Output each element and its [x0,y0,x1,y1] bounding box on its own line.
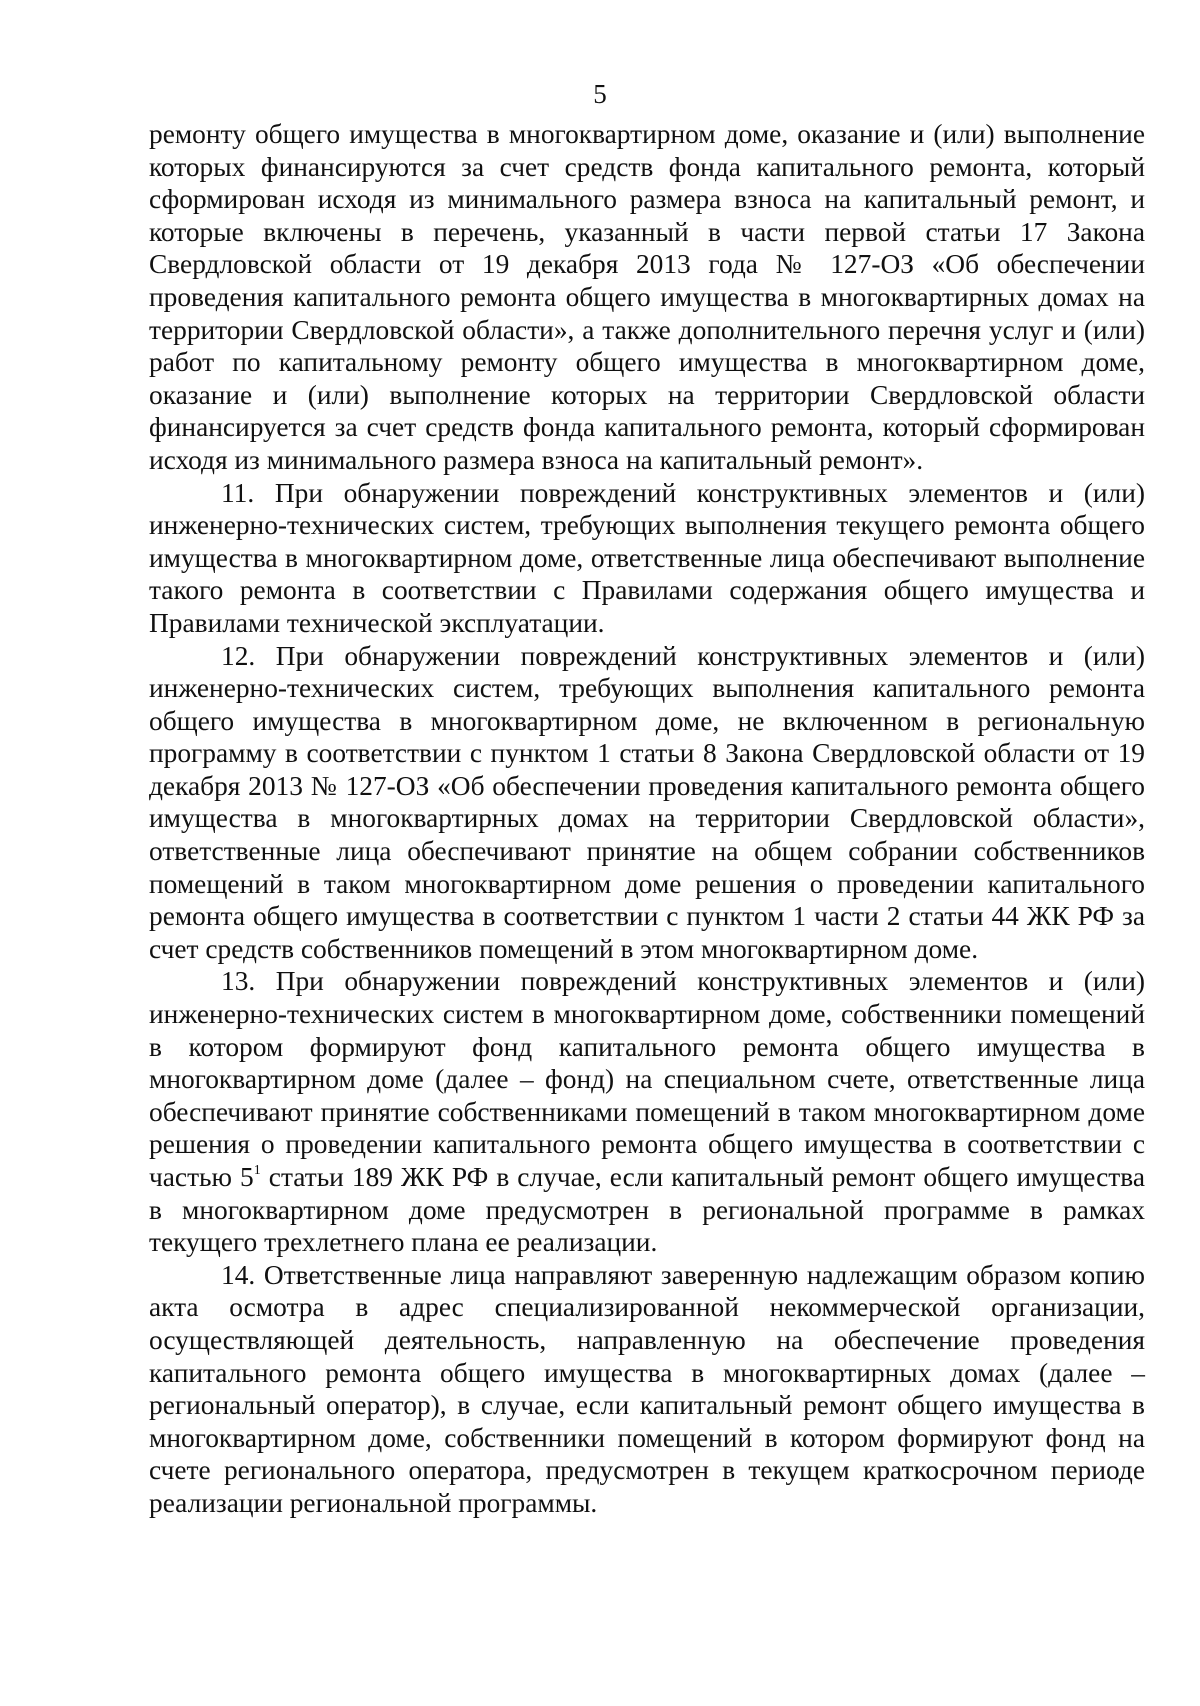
paragraph-item-11: 11. При обнаружении повреждений конструктивных элементов и (или) инженерно-технических систем, требующих выполнения текущего ремонта общего имущества в многоквартирном доме, ответственные лица обеспечивают выполнение такого ремонта в соответствии с Правилами содержания общего имущества и Правилами технической эксплуатации. [149,477,1145,638]
document-body [149,118,1145,1520]
paragraph-item-12: 12. При обнаружении повреждений конструктивных элементов и (или) инженерно-технических систем, требующих выполнения капитального ремонта общего имущества в многоквартирном доме, не включенном в региональную программу в соответствии с пунктом 1 статьи 8 Закона Свердловской области от 19 декабря 2013 № 127-ОЗ «Об обеспечении проведения капитального ремонта общего имущества в многоквартирных домах на территории Свердловской области», ответственные лица обеспечивают принятие на общем собрании собственников помещений в таком многоквартирном доме решения о проведении капитального ремонта общего имущества в соответствии с пунктом 1 части 2 статьи 44 ЖК РФ за счет средств собственников помещений в этом многоквартирном доме. [149,640,1145,964]
paragraph-item-13-text-before: 13. При обнаружении повреждений конструктивных элементов и (или) инженерно-технических систем в многоквартирном доме, собственники помещений в котором формируют фонд капитального ремонта общего имущества в многоквартирном доме (далее – фонд) на специальном счете, ответственные лица обеспечивают принятие собственниками помещений в таком многоквартирном доме решения о проведении капитального ремонта общего имущества в соответствии с частью 5 [149,966,1145,1192]
paragraph-item-14: 14. Ответственные лица направляют заверенную надлежащим образом копию акта осмотра в адрес специализированной некоммерческой организации, осуществляющей деятельность, направленную на обеспечение проведения капитального ремонта общего имущества в многоквартирных домах (далее – региональный оператор), в случае, если капитальный ремонт общего имущества в многоквартирном доме, собственники помещений в котором формируют фонд на счете регионального оператора, предусмотрен в текущем краткосрочном периоде реализации региональной программы. [149,1259,1145,1518]
paragraph-item-13 [149,965,1145,1258]
paragraph-continuation: ремонту общего имущества в многоквартирном доме, оказание и (или) выполнение которых финансируются за счет средств фонда капитального ремонта, который сформирован исходя из минимального размера взноса на капитальный ремонт, и которые включены в перечень, указанный в части первой статьи 17 Закона Свердловской области от 19 декабря 2013 года № 127-ОЗ «Об обеспечении проведения капитального ремонта общего имущества в многоквартирных домах на территории Свердловской области», а также дополнительного перечня услуг и (или) работ по капитальному ремонту общего имущества в многоквартирном доме, оказание и (или) выполнение которых на территории Свердловской области финансируется за счет средств фонда капитального ремонта, который сформирован исходя из минимального размера взноса на капитальный ремонт». [149,119,1145,475]
page-number: 5 [593,79,607,109]
paragraph-item-13-text-after: статьи 189 ЖК РФ в случае, если капитальный ремонт общего имущества в многоквартирном доме предусмотрен в региональной программе в рамках текущего трехлетнего плана ее реализации. [149,1162,1145,1258]
superscript-mark: 1 [253,1163,261,1178]
